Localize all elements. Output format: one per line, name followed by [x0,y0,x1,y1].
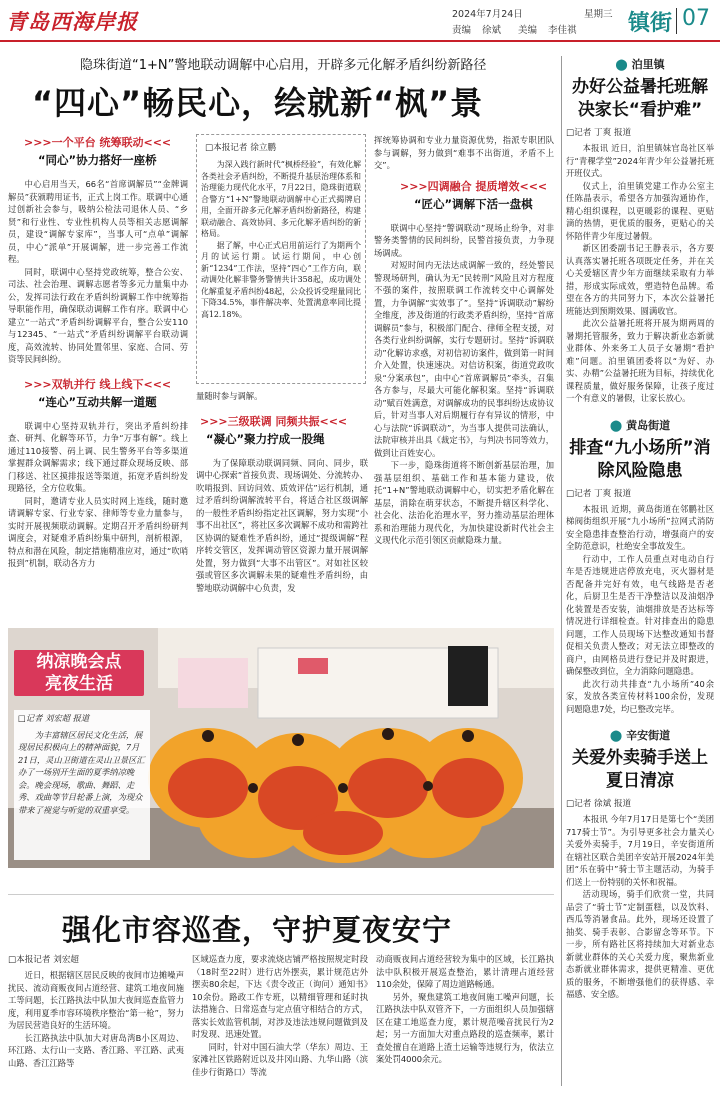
kicker: 隐珠街道“1+N”警地联动调解中心启用，开辟多元化解矛盾纠纷新路径 [80,58,487,73]
paragraph: 行动中，工作人员重点对电动自行车是否违规进店停放充电，灭火器材是否配备并完好有效，电气线路是否老化，后厨卫生是否干净整洁以及油烟净化装置是否安装，油烟排放是否达标等情况进行详细检查。针对排查出的隐患问题，工作人员现场下达整改通知书督促相关负责人整改；对无法立即整改的商户，由网格员进行登记并及时跟进，确保整改到位，全力消除问题隐患。 [566,553,714,676]
section-subhead-3: “凝心”聚力拧成一股绳 [206,431,325,446]
paragraph: 联调中心坚持双轨并行，突出矛盾纠纷排查、研判、化解等环节，力争“万事有解”。线上通过110接警、码上调、民生警务平台等多渠道掌握群众调解需求；线下通过群众现场反映、部门移送、社区摸排报送等渠道，拓宽矛盾纠纷发现路径，全方位收集。 [8,420,188,493]
editor-label: 责编 [452,25,472,36]
page-number: 07 [682,6,710,31]
paragraph: 仪式上，泊里镇党建工作办公室主任陈晶表示，希望各方加强沟通协作，精心组织课程，以更暖彩的课程、更贴滴的热情，更优质的服务，更贴心的关怀陪伴青少年度过暑假。 [566,180,714,241]
section-tag-2: >>>双轨并行 线上线下<<< [24,377,172,391]
paragraph: 此次行动共排查“九小场所”40余家，发放各类宣传材料100余份，发现问题隐患7处，均已整改完毕。 [566,678,714,714]
paragraph: 本报讯 近日，泊里镇妹官岛社区举行“青稞学堂”2024年青少年公益暑托班开班仪式。 [566,143,714,178]
masthead-logo: 青岛西海岸报 [6,9,138,34]
issue-weekday: 星期三 [584,9,613,20]
article-column-1 [8,134,188,570]
paragraph: 中心启用当天，66名“首席调解员”“金牌调解员”获颁聘用证书，正式上岗工作。联调中心通过创新社会参与，吸纳公检法司退休人员、“乡贤”和行业性、专业性机构人员等相关志愿调解员，建设“调解专家库”，当事人可“点单”调解员，中心“派单”开展调解，进一步完善工作流程。 [8,179,188,264]
bottom-column-1 [8,953,184,1069]
paragraph: 对短时间内无法达成调解一致的，经处警民警现场研判，确认为无“民转刑”风险且对方程度不强的案件，按照联调工作流转交中心调解处置，力争调解“实效事了”。坚持“诉调联动”解纷全维度，涉及街道的行政类矛盾纠纷，坚持“首席调解员”参与，积极部门配合、律师全程支援，对各类行业纠纷调解，实行专题研讨。坚持“诉调联动”化解访求惑，对初信初访案件，做到第一时间介入处置，快速速决。对信访积案，街道党政吹泉“分案承包”，由中心“首席调解员”牵头，召集各方参与，尽最大可能化解积案。坚持“诉调联动”赋百姓满意，对调解成功的民事纠纷达成协议后，针对当事人对后期履行存有异议的情形，中心与法院“诉调联动”，为当事人提供司法确认，法院审核并出具《裁定书》，与判决书同等效力，做到让百姓安心。 [374,260,554,458]
designer-name: 李佳祺 [548,25,577,36]
byline: □记者 徐斌 报道 [566,799,632,809]
byline: □记者 丁爽 报道 [566,488,632,499]
paragraph: 长江路执法中队加大对唐岛湾B小区周边、环江路、太行山一支路、香江路、平江路、武夷山路、香江江路等 [8,1032,184,1068]
paragraph: 为了保障联动联调同频、同向、同步，联调中心探索“首接负责、现场调处、分流转办、吹哨报到、回访问效、质效评估”运行机制，通过矛盾纠纷调解流转平台，将适合社区级调解的一般性矛盾纠纷指定社区调解，努力实现“小事不出社区”，将社区多次调解不成功和需跨社区协调的疑难性矛盾纠纷，通过“提级调解”程序转交管区，发挥调动管区资源力量开展调解处置，努力做到“大事不出管区”。对如社区较强或管区多次调解未果的疑难性矛盾纠纷，由警地联动调解中心负责，发 [196,457,368,593]
bottom-column-2 [192,953,368,1078]
photo-title-box [14,650,144,696]
paragraph: 动商贩夜间占道经营较为集中的区域，长江路执法中队积极开展巡查整治，累计清理占道经营110余处，保障了周边道路畅通。 [376,954,554,989]
divider [8,894,554,895]
section-subhead-1: “同心”协力搭好一座桥 [38,153,157,167]
paragraph: 联调中心坚持“警调联动”现场止纷争，对非警务类警情的民间纠纷，民警首接负责，力争现场调成。 [374,222,554,258]
paragraph: 同时，邀请专业人员实时网上连线，随时邀请调解专家、行业专家、律师等专业力量参与，实时开展视频联动调解。定期召开矛盾纠纷研判调度会，对疑难矛盾纠纷集中研判，剖析根源，特点和潜在风险，制定措施精准应对，通过“吹哨报到”机制，联动各方力 [8,495,188,568]
byline: □本报记者 刘宏超 [8,955,80,965]
photo-caption-box [14,710,150,860]
paragraph: 同时，针对中国石油大学（华东）周边、王家滩社区铁路附近以及井冈山路、九华山路（滨佳步行街路口）等流 [192,1041,368,1077]
location-pin-icon: ⬤ [609,418,623,432]
paragraph: 近日，根据辖区居民反映的夜间市边摊噪声扰民、流动商贩夜间占道经营、建筑工地夜间施工等问题，长江路执法中队加大夜间巡查监管力度，利用夏季市容环境秩序整治“第一枪”，努力为居民营造良好的生活环境。 [8,970,184,1030]
sidebar [566,56,714,1090]
paragraph: 本报讯 近期，黄岛街道在邻鹏社区梯阀街组织开展“九小场所”拉网式消防安全隐患排查整治行动，增强商户的安全防范意识，杜绝安全事故发生。 [566,503,714,551]
designer-label: 美编 [518,25,538,36]
town-label-2: ⬤ 黄岛街道 [609,418,671,432]
section-subhead-4: “匠心”调解下活一盘棋 [414,196,533,211]
paragraph: 本报讯 今年7月17日是第七个“美团717骑士节”。为引导更多社会力量关心关爱外卖骑手，7月19日，辛安街道所在辖社区联合美团辛安站开展2024年美团“乐在骑中”骑士节主题活动，为骑手们送上一份特别的关怀和祝福。 [566,814,714,887]
sidebar-title-3: 关爱外卖骑手送上夏日清凉 [572,748,708,791]
section-tag-3: >>>三级联调 同频共振<<< [200,414,348,428]
town-label-3: ⬤ 辛安街道 [609,729,671,742]
photo-title: 纳凉晚会点亮夜生活 [36,652,122,694]
section-name: 镇街 [628,11,673,36]
column-divider [561,56,562,1086]
paragraph: 下一步，隐珠街道将不断创新基层治理，加强基层组织、基础工作和基本能力建设，依托“1+N”警地联动调解中心，切实把矛盾化解在基层，消除在萌芽状态，不断提升辖区科学化、社会化、法治化治理水平，努力推动基层治理体系和治理能力现代化，为加快建设新时代社会主义现代化示范引领区贡献隐珠力量。 [374,460,554,545]
bottom-column-3 [376,953,554,1066]
bottom-headline: 强化市容巡查，守护夏夜安宁 [62,913,453,947]
sidebar-title-2: 排查“九小场所”消除风险隐患 [569,437,711,481]
issue-date: 2024年7月24日 [452,9,523,20]
byline: □记者 丁爽 报道 [566,128,632,138]
town-label-1: ⬤ 泊里镇 [615,58,665,71]
location-pin-icon: ⬤ [609,729,623,742]
header-divider [676,8,677,34]
article-column-2 [196,390,368,594]
editor-name: 徐斌 [482,25,502,36]
paragraph: 同时，联调中心坚持党政统筹，整合公安、司法、社会治理、调解志愿者等多元力量集中办公，发挥司法行政在矛盾纠纷调解工作中统筹指导职能作用，确保联动调解工作有序。联调中心建立“一站式”矛盾纠纷调解平台，整合公安110与12345、“一站式”矛盾纠纷调解平台联动调度，高效流转、协同处置邻里、家庭、合同、劳资等民间纠纷。 [8,266,188,364]
paragraph: 活动现场，骑手们欣赏一堂，共同品尝了“骑士节”定制蛋糕，以及饮料、西瓜等消暑食品。此外，现场还设置了抽奖、骑手表彰、合影留念等环节。下一步，所有路社区将持续加大对新业态新就业群体的关心关爱力度，聚焦新业态新就业群体需求，提供更精准、更优质的服务，不断增强他们的获得感、幸福感、安全感。 [566,889,714,999]
location-pin-icon: ⬤ [615,58,628,71]
page-header [0,0,720,42]
lead-paragraph: 据了解，中心正式启用前运行了为期两个月的试运行期。试运行期间，中心创新“1234”工作法，坚持“四心”工作方向，联动调处化解非警务警情共计358起，成功调处化解重复矛盾纠纷48起，公众投诉受理量同比下降34.5%，事件解决率、处置满意率同比提高12.18%。 [201,240,361,319]
main-headline: “四心”畅民心，绘就新“枫”景 [32,84,484,122]
paragraph: 区域巡查力度，要求流烧店铺严格按照规定时段（18时至22时）进行店外摆卖，累计规范店外摆卖80余起，下达《责令改正（询问）通知书》10余份。路政工作专班，以精细管理和延时执法措施合、日常巡查与定点值守相结合的方式，落实长效监管机制，对涉及违法违规问题做到及时发现、迅速处置。 [192,954,368,1039]
photo-caption: 为丰富辖区居民文化生活，展现居民积极向上的精神面貌，7月21日，灵山卫街道在灵山卫景区汇办了一场别开生面的夏季纳凉晚会。晚会现场，歌曲、舞蹈、走秀、戏曲等节目轮番上演，为现众带来了视觉与听觉的双重享受。 [18,729,145,815]
section-tag-1: >>>一个平台 统筹联动<<< [24,136,172,149]
section-subhead-2: “连心”互动共解一道题 [38,394,157,409]
lead-paragraph: 为深入践行新时代“枫桥经验”，有效化解各类社会矛盾纠纷，不断提升基层治理体系和治理能力现代化水平，7月22日，隐珠街道联合警方“1+N”警地联动调解中心正式揭牌启用，全面开辟多元化解矛盾纠纷新路径，构建联动融合、高效协同、多元化解矛盾纠纷的新格局。 [201,160,361,238]
paragraph: 量随时参与调解。 [196,391,263,401]
quote-box [196,134,366,384]
photo-byline: □记者 刘宏超 报道 [18,713,90,723]
section-tag-4: >>>四调融合 提质增效<<< [400,179,548,193]
article-column-3 [374,134,554,547]
paragraph: 此次公益暑托班将开展为期两周的暑期托管服务，致力于解决新业态新就业群体、外来务工人员子女暑期“看护难”问题。泊里镇团委将以“为好、办实、办精”公益暑托班为目标，持续优化课程质量，做好服务保障，让孩子度过一个有意义的暑假，让家长放心。 [566,318,714,403]
paragraph: 挥统筹协调和专业力量资源优势，指派专职团队参与调解，努力做到“难事不出街道，矛盾不上交”。 [374,135,554,170]
paragraph: 新区团委副书记王静表示，各方要认真落实暑托班各项既定任务，并在关心关爱辖区青少年方面继续采取有力举措，形成实际成效，塑造特色品牌。希望在各方的共同努力下，本次公益暑托班能达到预期效果、圆满收官。 [566,243,714,316]
paragraph: 另外，聚焦建筑工地夜间施工噪声问题，长江路执法中队双管齐下，一方面组织人员加强辖区在建工地巡查力度，累计规范噪音扰民行为2起；另一方面加大对重点路段的巡查频率，累计查处擅自在道路上渣土运输等违规行为，依法立案处罚4000余元。 [376,991,554,1064]
sidebar-title-1: 办好公益暑托班解决家长“看护难” [572,77,708,120]
byline: □本报记者 徐立鹏 [205,143,277,153]
